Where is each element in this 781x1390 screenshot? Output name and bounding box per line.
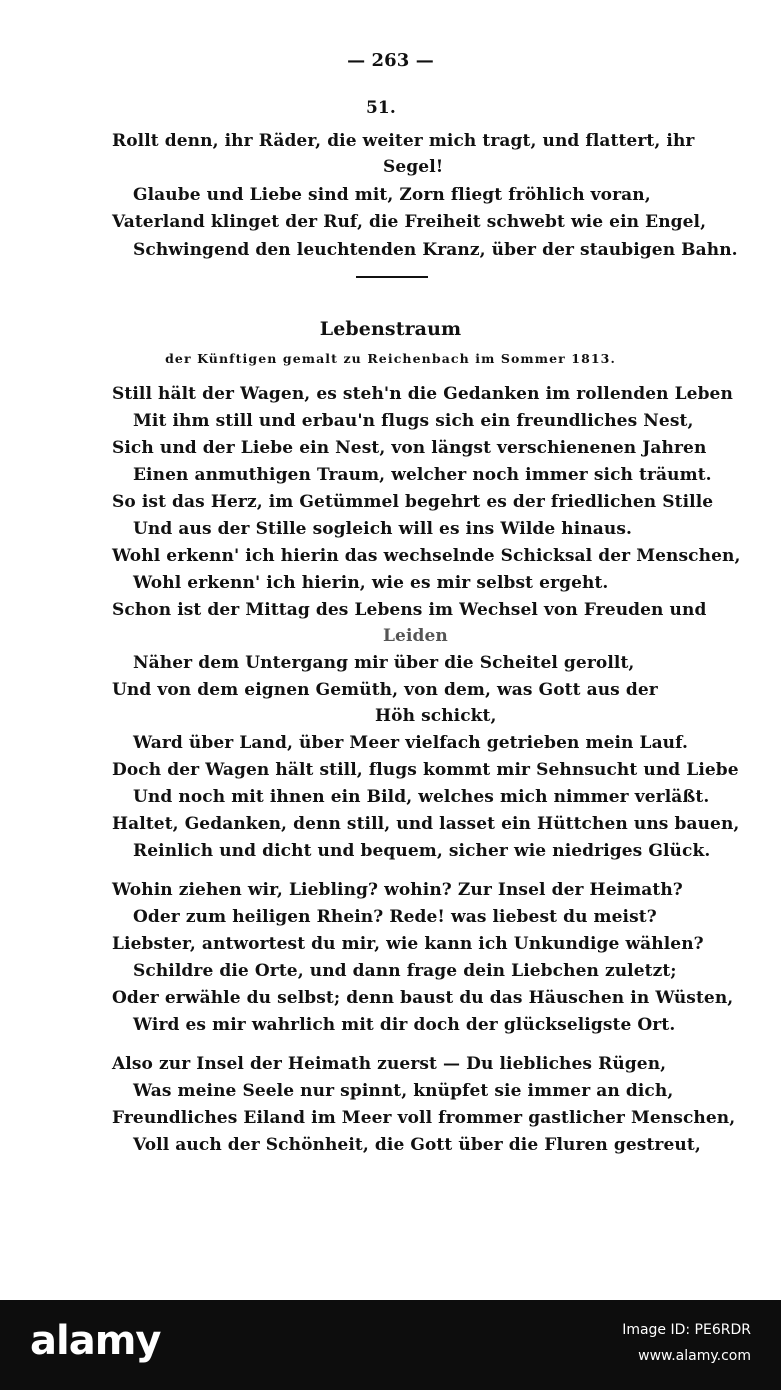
verse-line: Wohin ziehen wir, Liebling? wohin? Zur Insel der Heimath?: [112, 880, 683, 900]
verse-line: Wohl erkenn' ich hierin, wie es mir selbst ergeht.: [133, 573, 609, 593]
section-divider: [356, 276, 428, 278]
verse-line: Haltet, Gedanken, denn still, und lasset ein Hüttchen uns bauen,: [112, 814, 740, 834]
verse-line: Und noch mit ihnen ein Bild, welches mich nimmer verläßt.: [133, 787, 710, 807]
verse-line: Wohl erkenn' ich hierin das wechselnde Schicksal der Menschen,: [112, 546, 741, 566]
verse-line: Und aus der Stille sogleich will es ins Wilde hinaus.: [133, 519, 633, 539]
verse-line: So ist das Herz, im Getümmel begehrt es der friedlichen Stille: [112, 492, 714, 512]
website-label: www.alamy.com: [638, 1348, 751, 1364]
verse-line: Mit ihm still und erbau'n flugs sich ein freundliches Nest,: [133, 411, 694, 431]
verse-line: Schon ist der Mittag des Lebens im Wechsel von Freuden und: [112, 600, 707, 620]
verse-line: Oder erwähle du selbst; denn baust du das Häuschen in Wüsten,: [112, 988, 734, 1008]
verse-line: Vaterland klinget der Ruf, die Freiheit schwebt wie ein Engel,: [112, 212, 707, 232]
watermark-footer: [0, 1300, 781, 1390]
poem-title: Lebenstraum: [319, 318, 462, 340]
verse-line: Schwingend den leuchtenden Kranz, über der staubigen Bahn.: [133, 240, 738, 260]
verse-line: Oder zum heiligen Rhein? Rede! was liebest du meist?: [133, 907, 657, 927]
verse-line: Ward über Land, über Meer vielfach getrieben mein Lauf.: [133, 733, 688, 753]
verse-line: Und von dem eignen Gemüth, von dem, was Gott aus der: [112, 680, 658, 700]
verse-line: Voll auch der Schönheit, die Gott über die Fluren gestreut,: [133, 1135, 701, 1155]
verse-line: Glaube und Liebe sind mit, Zorn fliegt fröhlich voran,: [133, 185, 651, 205]
verse-line: Sich und der Liebe ein Nest, von längst verschienenen Jahren: [112, 438, 707, 458]
verse-line: Still hält der Wagen, es steh'n die Gedanken im rollenden Leben: [112, 384, 733, 404]
verse-line: Segel!: [383, 157, 444, 177]
verse-line: Einen anmuthigen Traum, welcher noch immer sich träumt.: [133, 465, 712, 485]
poem-subtitle: der Künftigen gemalt zu Reichenbach im Sommer 1813.: [165, 351, 616, 366]
verse-line: Also zur Insel der Heimath zuerst — Du liebliches Rügen,: [112, 1054, 667, 1074]
verse-line: Leiden: [383, 626, 448, 646]
verse-line: Freundliches Eiland im Meer voll frommer gastlicher Menschen,: [112, 1108, 736, 1128]
verse-line: Rollt denn, ihr Räder, die weiter mich tragt, und flattert, ihr: [112, 131, 695, 151]
verse-line: Höh schickt,: [375, 706, 497, 726]
brand-logo: alamy: [30, 1318, 161, 1364]
verse-line: Was meine Seele nur spinnt, knüpfet sie immer an dich,: [133, 1081, 674, 1101]
verse-line: Liebster, antwortest du mir, wie kann ich Unkundige wählen?: [112, 934, 704, 954]
poem-number: 51.: [366, 98, 396, 118]
image-id-label: Image ID: PE6RDR: [622, 1322, 751, 1338]
page-number: — 263 —: [347, 50, 434, 71]
verse-line: Näher dem Untergang mir über die Scheitel gerollt,: [133, 653, 635, 673]
verse-line: Schildre die Orte, und dann frage dein Liebchen zuletzt;: [133, 961, 677, 981]
verse-line: Doch der Wagen hält still, flugs kommt mir Sehnsucht und Liebe: [112, 760, 739, 780]
verse-line: Wird es mir wahrlich mit dir doch der glückseligste Ort.: [133, 1015, 676, 1035]
verse-line: Reinlich und dicht und bequem, sicher wie niedriges Glück.: [133, 841, 711, 861]
